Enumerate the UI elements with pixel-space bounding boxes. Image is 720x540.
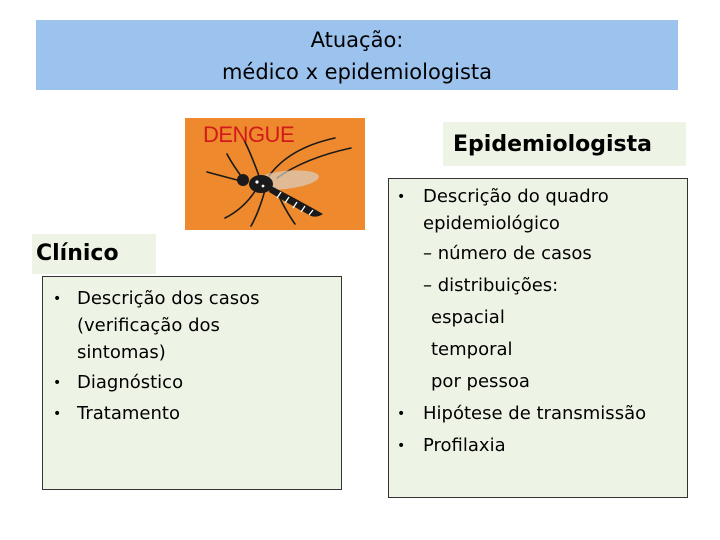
- epidemiologista-panel: [388, 178, 688, 498]
- clinico-line: Diagnóstico: [77, 372, 184, 393]
- epidemiologista-line: – distribuições:: [423, 275, 559, 296]
- bullet-icon: •: [53, 406, 62, 422]
- clinico-line: Descrição dos casos: [77, 288, 260, 309]
- clinico-line: (verificação dos: [77, 315, 220, 336]
- epidemiologista-line: por pessoa: [431, 371, 530, 392]
- epidemiologista-line: Hipótese de transmissão: [423, 403, 647, 424]
- epidemiologista-line: espacial: [431, 307, 505, 328]
- bullet-icon: •: [53, 291, 62, 307]
- epidemiologista-heading: Epidemiologista: [453, 132, 652, 157]
- bullet-icon: •: [397, 438, 406, 454]
- epidemiologista-line: Descrição do quadro: [423, 186, 609, 207]
- title-line-2: médico x epidemiologista: [221, 60, 493, 84]
- epidemiologista-line: temporal: [431, 339, 513, 360]
- clinico-line: sintomas): [77, 342, 166, 363]
- clinico-heading-box: [32, 234, 156, 274]
- clinico-line: Tratamento: [77, 403, 180, 424]
- mosquito-icon: [185, 118, 365, 230]
- dengue-label: DENGUE: [203, 122, 295, 147]
- epidemiologista-heading-box: [443, 122, 686, 166]
- title-banner: [36, 20, 678, 90]
- clinico-panel: [42, 276, 342, 490]
- bullet-icon: •: [397, 406, 406, 422]
- title-line-1: Atuação:: [310, 28, 404, 52]
- clinico-heading: Clínico: [36, 241, 119, 266]
- epidemiologista-line: – número de casos: [423, 243, 592, 264]
- epidemiologista-line: Profilaxia: [423, 435, 506, 456]
- bullet-icon: •: [53, 375, 62, 391]
- dengue-image: [185, 118, 365, 230]
- bullet-icon: •: [397, 189, 406, 205]
- epidemiologista-line: epidemiológico: [423, 213, 560, 234]
